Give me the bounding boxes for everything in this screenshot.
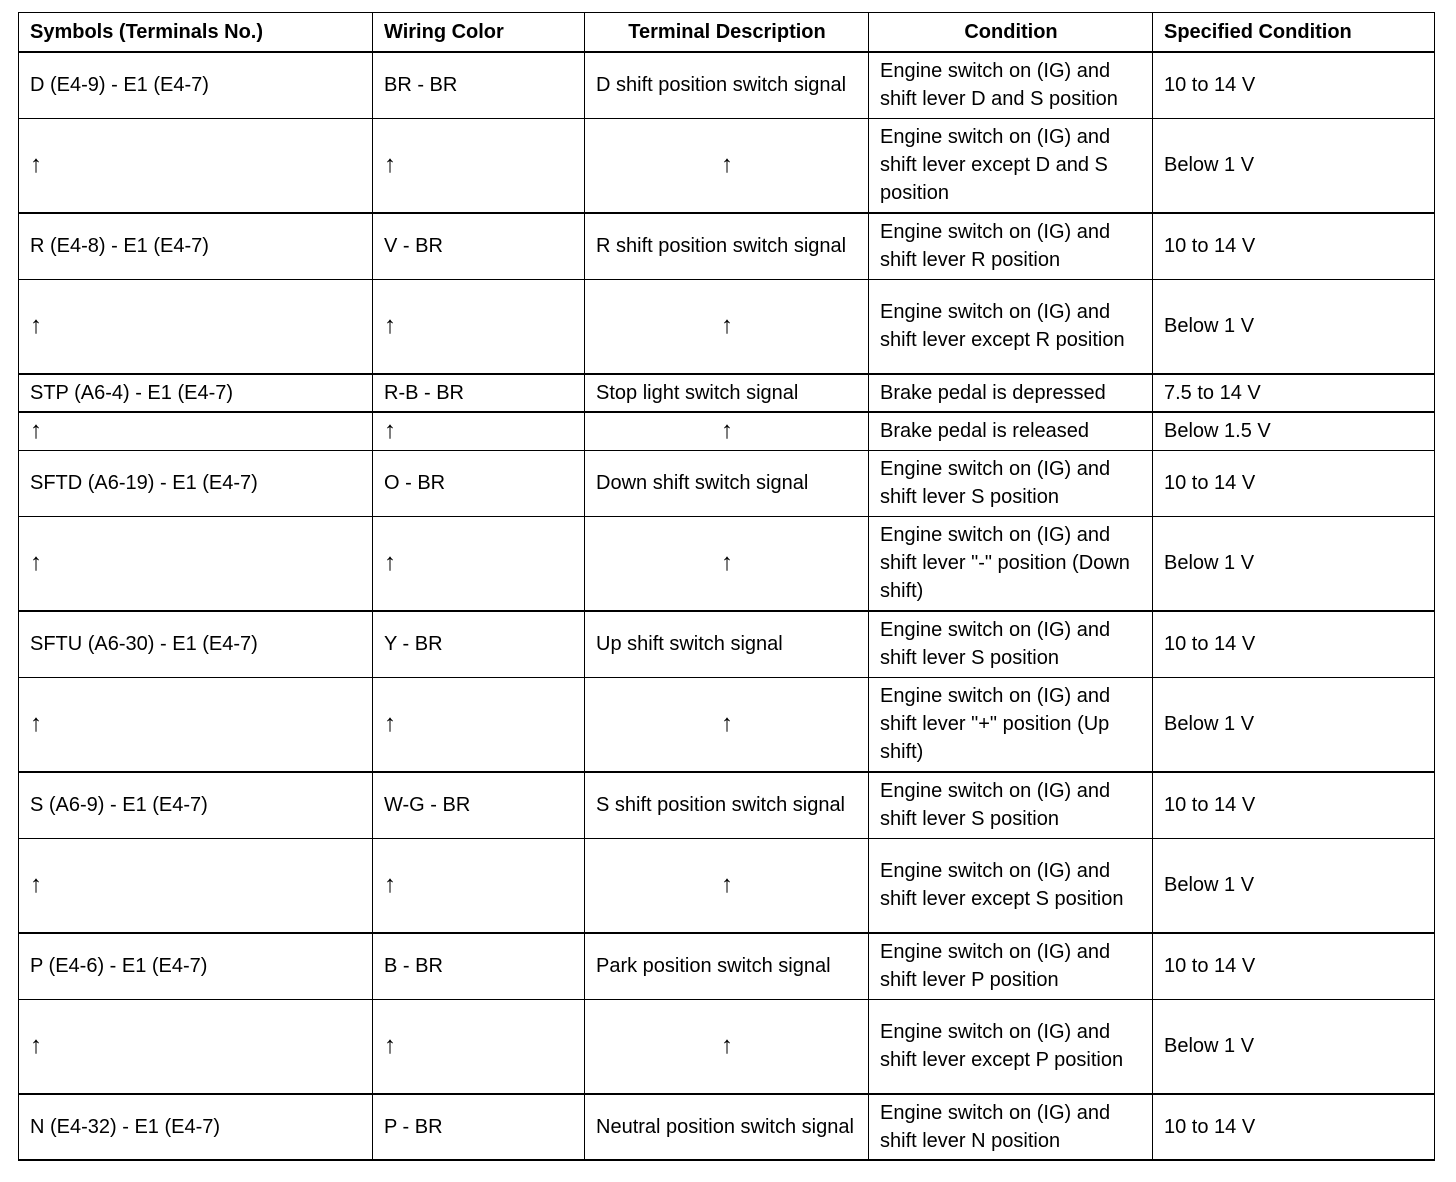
cell-symbol: N (E4-32) - E1 (E4-7)	[19, 1094, 373, 1160]
table-row	[19, 213, 1435, 279]
cell-wiring-color: ↑	[373, 118, 585, 213]
cell-terminal-description: Up shift switch signal	[585, 611, 869, 677]
cell-specified-condition: 10 to 14 V	[1153, 611, 1435, 677]
cell-wiring-color: ↑	[373, 999, 585, 1094]
cell-terminal-description: ↑	[585, 516, 869, 611]
table-row	[19, 279, 1435, 374]
cell-condition: Engine switch on (IG) and shift lever except S position	[869, 838, 1153, 933]
cell-specified-condition: 10 to 14 V	[1153, 933, 1435, 999]
cell-condition: Engine switch on (IG) and shift lever "-" position (Down shift)	[869, 516, 1153, 611]
table-row	[19, 516, 1435, 611]
table-row	[19, 412, 1435, 450]
header-wiring-color: Wiring Color	[373, 13, 585, 53]
cell-terminal-description: R shift position switch signal	[585, 213, 869, 279]
cell-specified-condition: Below 1 V	[1153, 999, 1435, 1094]
cell-specified-condition: 10 to 14 V	[1153, 772, 1435, 838]
cell-condition: Engine switch on (IG) and shift lever R position	[869, 213, 1153, 279]
cell-terminal-description: ↑	[585, 118, 869, 213]
cell-symbol: ↑	[19, 999, 373, 1094]
cell-symbol: ↑	[19, 118, 373, 213]
cell-symbol: ↑	[19, 279, 373, 374]
cell-wiring-color: ↑	[373, 279, 585, 374]
cell-terminal-description: Neutral position switch signal	[585, 1094, 869, 1160]
cell-specified-condition: Below 1.5 V	[1153, 412, 1435, 450]
table-row	[19, 933, 1435, 999]
cell-symbol: SFTD (A6-19) - E1 (E4-7)	[19, 450, 373, 516]
cell-terminal-description: ↑	[585, 412, 869, 450]
cell-condition: Brake pedal is released	[869, 412, 1153, 450]
cell-wiring-color: ↑	[373, 516, 585, 611]
cell-symbol: S (A6-9) - E1 (E4-7)	[19, 772, 373, 838]
cell-terminal-description: ↑	[585, 999, 869, 1094]
cell-terminal-description: Down shift switch signal	[585, 450, 869, 516]
cell-wiring-color: P - BR	[373, 1094, 585, 1160]
cell-wiring-color: ↑	[373, 412, 585, 450]
cell-wiring-color: B - BR	[373, 933, 585, 999]
cell-terminal-description: Stop light switch signal	[585, 374, 869, 412]
cell-condition: Engine switch on (IG) and shift lever S position	[869, 450, 1153, 516]
cell-specified-condition: 7.5 to 14 V	[1153, 374, 1435, 412]
cell-symbol: STP (A6-4) - E1 (E4-7)	[19, 374, 373, 412]
cell-condition: Engine switch on (IG) and shift lever D and S position	[869, 52, 1153, 118]
cell-wiring-color: BR - BR	[373, 52, 585, 118]
table-row	[19, 1094, 1435, 1160]
header-condition: Condition	[869, 13, 1153, 53]
cell-symbol: ↑	[19, 412, 373, 450]
cell-condition: Engine switch on (IG) and shift lever "+" position (Up shift)	[869, 677, 1153, 772]
cell-symbol: R (E4-8) - E1 (E4-7)	[19, 213, 373, 279]
cell-symbol: ↑	[19, 677, 373, 772]
cell-specified-condition: 10 to 14 V	[1153, 213, 1435, 279]
cell-symbol: SFTU (A6-30) - E1 (E4-7)	[19, 611, 373, 677]
table-header-row	[19, 13, 1435, 53]
cell-specified-condition: Below 1 V	[1153, 279, 1435, 374]
cell-wiring-color: ↑	[373, 838, 585, 933]
terminal-spec-table	[18, 12, 1435, 1161]
cell-specified-condition: 10 to 14 V	[1153, 1094, 1435, 1160]
table-row	[19, 52, 1435, 118]
cell-condition: Engine switch on (IG) and shift lever except R position	[869, 279, 1153, 374]
cell-terminal-description: ↑	[585, 677, 869, 772]
cell-terminal-description: Park position switch signal	[585, 933, 869, 999]
cell-specified-condition: 10 to 14 V	[1153, 52, 1435, 118]
header-specified-condition: Specified Condition	[1153, 13, 1435, 53]
cell-symbol: D (E4-9) - E1 (E4-7)	[19, 52, 373, 118]
table-row	[19, 838, 1435, 933]
cell-condition: Brake pedal is depressed	[869, 374, 1153, 412]
cell-wiring-color: W-G - BR	[373, 772, 585, 838]
cell-condition: Engine switch on (IG) and shift lever S position	[869, 772, 1153, 838]
cell-condition: Engine switch on (IG) and shift lever except D and S position	[869, 118, 1153, 213]
table-row	[19, 677, 1435, 772]
cell-wiring-color: O - BR	[373, 450, 585, 516]
cell-terminal-description: ↑	[585, 279, 869, 374]
cell-symbol: ↑	[19, 516, 373, 611]
cell-specified-condition: 10 to 14 V	[1153, 450, 1435, 516]
table-row	[19, 611, 1435, 677]
table-row	[19, 450, 1435, 516]
cell-specified-condition: Below 1 V	[1153, 118, 1435, 213]
cell-terminal-description: D shift position switch signal	[585, 52, 869, 118]
cell-condition: Engine switch on (IG) and shift lever P position	[869, 933, 1153, 999]
table-row	[19, 374, 1435, 412]
header-terminal-description: Terminal Description	[585, 13, 869, 53]
cell-symbol: ↑	[19, 838, 373, 933]
cell-wiring-color: ↑	[373, 677, 585, 772]
table-body	[19, 52, 1435, 1160]
cell-specified-condition: Below 1 V	[1153, 516, 1435, 611]
table-row	[19, 999, 1435, 1094]
cell-terminal-description: S shift position switch signal	[585, 772, 869, 838]
table-row	[19, 772, 1435, 838]
cell-condition: Engine switch on (IG) and shift lever N position	[869, 1094, 1153, 1160]
table-row	[19, 118, 1435, 213]
cell-symbol: P (E4-6) - E1 (E4-7)	[19, 933, 373, 999]
cell-condition: Engine switch on (IG) and shift lever S position	[869, 611, 1153, 677]
cell-wiring-color: V - BR	[373, 213, 585, 279]
header-symbols: Symbols (Terminals No.)	[19, 13, 373, 53]
cell-specified-condition: Below 1 V	[1153, 677, 1435, 772]
cell-wiring-color: Y - BR	[373, 611, 585, 677]
cell-wiring-color: R-B - BR	[373, 374, 585, 412]
cell-terminal-description: ↑	[585, 838, 869, 933]
cell-condition: Engine switch on (IG) and shift lever except P position	[869, 999, 1153, 1094]
cell-specified-condition: Below 1 V	[1153, 838, 1435, 933]
